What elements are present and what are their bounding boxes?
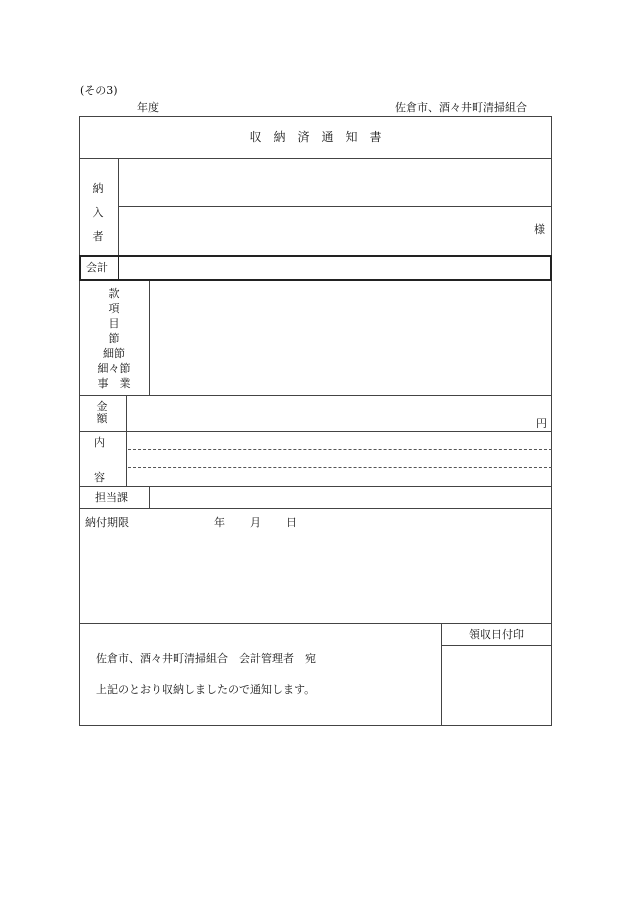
accounting-field[interactable] xyxy=(121,258,549,278)
divider xyxy=(441,645,552,646)
classification-saisaisetsu: 細々節 xyxy=(97,362,131,375)
amount-field[interactable] xyxy=(128,397,532,429)
content-field[interactable] xyxy=(128,433,550,484)
divider xyxy=(149,281,150,395)
content-label-top: 内 xyxy=(94,436,105,449)
due-label: 納付期限 xyxy=(85,516,129,529)
receipt-stamp-area[interactable] xyxy=(443,647,550,724)
classification-kan: 款 xyxy=(108,287,120,300)
divider xyxy=(79,431,552,432)
content-label-bottom: 容 xyxy=(94,471,105,484)
due-day: 日 xyxy=(286,516,297,529)
payer-honorific: 様 xyxy=(534,223,545,236)
addressee: 佐倉市、酒々井町清掃組合 会計管理者 宛 xyxy=(96,652,316,665)
divider xyxy=(79,508,552,509)
classification-field[interactable] xyxy=(151,283,550,393)
divider xyxy=(79,623,552,624)
classification-kou: 項 xyxy=(108,302,120,315)
form-number: (その3) xyxy=(80,84,118,97)
payer-address-field[interactable] xyxy=(120,160,550,205)
form-title: 収 納 済 通 知 書 xyxy=(249,130,382,144)
classification-jigyou: 事 業 xyxy=(97,377,131,390)
payer-label: 納入者 xyxy=(92,182,104,243)
divider xyxy=(118,206,552,207)
due-month: 月 xyxy=(250,516,261,529)
classification-setsu: 節 xyxy=(108,332,120,345)
divider xyxy=(79,158,552,159)
divider xyxy=(149,486,150,508)
divider xyxy=(118,256,119,280)
classification-saisetsu: 細節 xyxy=(103,347,125,360)
divider xyxy=(126,395,127,486)
notice-text: 上記のとおり収納しましたので通知します。 xyxy=(96,683,316,696)
classification-moku: 目 xyxy=(108,317,120,330)
due-year: 年 xyxy=(214,516,225,529)
department-field[interactable] xyxy=(151,488,550,506)
amount-label: 金額 xyxy=(96,400,108,425)
receipt-stamp-label: 領収日付印 xyxy=(469,628,524,641)
organization-name: 佐倉市、酒々井町清掃組合 xyxy=(395,101,527,114)
fiscal-year-label: 年度 xyxy=(137,101,159,114)
department-label: 担当課 xyxy=(95,491,128,504)
payer-name-field[interactable] xyxy=(120,208,530,253)
amount-unit: 円 xyxy=(536,417,547,430)
divider xyxy=(79,395,552,396)
accounting-label: 会計 xyxy=(86,261,108,274)
